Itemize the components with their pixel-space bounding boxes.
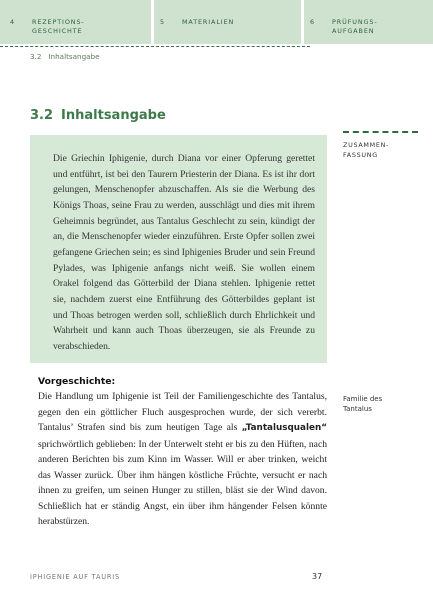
tab-materialien[interactable]: [154, 0, 301, 44]
tab-number: 6: [310, 18, 315, 26]
margin-note-line1: Familie des: [343, 395, 383, 403]
margin-note-line2: Tantalus: [343, 405, 372, 413]
summary-box: [30, 135, 327, 363]
margin-note: [343, 394, 382, 414]
tab-label-line2: AUFGABEN: [332, 27, 375, 35]
bold-term: „Tantalusqualen“: [241, 423, 327, 433]
side-label-line2: FASSUNG: [343, 151, 378, 159]
tab-pruefungsaufgaben[interactable]: [304, 0, 433, 44]
body-text-end: sprichwörtlich geblieben: In der Unterwelt steht er bis zu den Hüften, nach anderen Berichten bis zum Kinn im Wasser. Will er aber trinken, weicht das Wasser zurück. Über ihm hängen köstliche Früchte, versucht er nach ihnen zu greifen, um seinen Hunger zu stillen, bläst sie der Wind davon. Schließlich hat er ständig Angst, ein über ihm hängender Felsen könnte herabstürzen.: [38, 438, 327, 527]
page-number: 37: [312, 572, 323, 581]
side-label-line1: ZUSAMMEN-: [343, 141, 390, 149]
body-paragraph: [38, 389, 327, 530]
breadcrumb-number: 3.2: [30, 52, 42, 61]
tab-label-line2: GESCHICHTE: [32, 27, 83, 35]
tab-number: 5: [160, 18, 165, 26]
breadcrumb-label: Inhaltsangabe: [48, 52, 100, 61]
summary-text: Die Griechin Iphigenie, durch Diana vor einer Opferung gerettet und entführt, ist bei den Taurern Priesterin der Diana. Es ist ihr dort gelungen, Menschenopfer abzuschaffen. Als sie die Werbung des Königs Thoas, seine Frau zu werden, ausschlägt und dies mit ihrem Geheimnis begründet, aus Tantalus Geschlecht zu sein, kündigt der an, die Menschenopfer wieder einzuführen. Erste Opfer sollen zwei gefangene Griechen sein; es sind Iphigenies Bruder und sein Freund Pylades, was Iphigenie anfangs nicht weiß. Sie wollen einem Orakel folgend das Götterbild der Diana stehlen. Iphigenie rettet sie, nachdem zuerst eine Entführung des Götterbildes geplant ist und Thoas betrogen werden soll, schließlich durch Ehrlichkeit und Wahrheit und kann auch Thoas überzeugen, sie als Freunde zu verabschieden.: [53, 153, 315, 352]
subsection-heading: Vorgeschichte:: [38, 376, 116, 387]
section-number: 3.2: [30, 108, 54, 123]
header-divider: [0, 46, 310, 47]
tab-label-line1: PRÜFUNGS-: [332, 18, 378, 26]
body-text-start: Die Handlung um Iphigenie ist Teil der Familiengeschichte des Tantalus, gegen den ein göttlicher Fluch ausgesprochen wurde, der sich vererbt. Tantalus’ Strafen sind bis zum heutigen Tage als: [38, 391, 327, 433]
breadcrumb: [30, 52, 100, 61]
chapter-tab-bar: [0, 0, 433, 44]
footer-book-title: IPHIGENIE AUF TAURIS: [30, 573, 121, 581]
section-title: Inhaltsangabe: [61, 108, 166, 123]
tab-number: 4: [10, 18, 15, 26]
sidebar-divider: [343, 131, 418, 133]
tab-label-line1: REZEPTIONS-: [32, 18, 85, 26]
tab-label-line1: MATERIALIEN: [182, 18, 235, 26]
summary-side-label: [343, 140, 389, 160]
tab-rezeptionsgeschichte[interactable]: [0, 0, 151, 44]
section-heading: [30, 108, 166, 123]
